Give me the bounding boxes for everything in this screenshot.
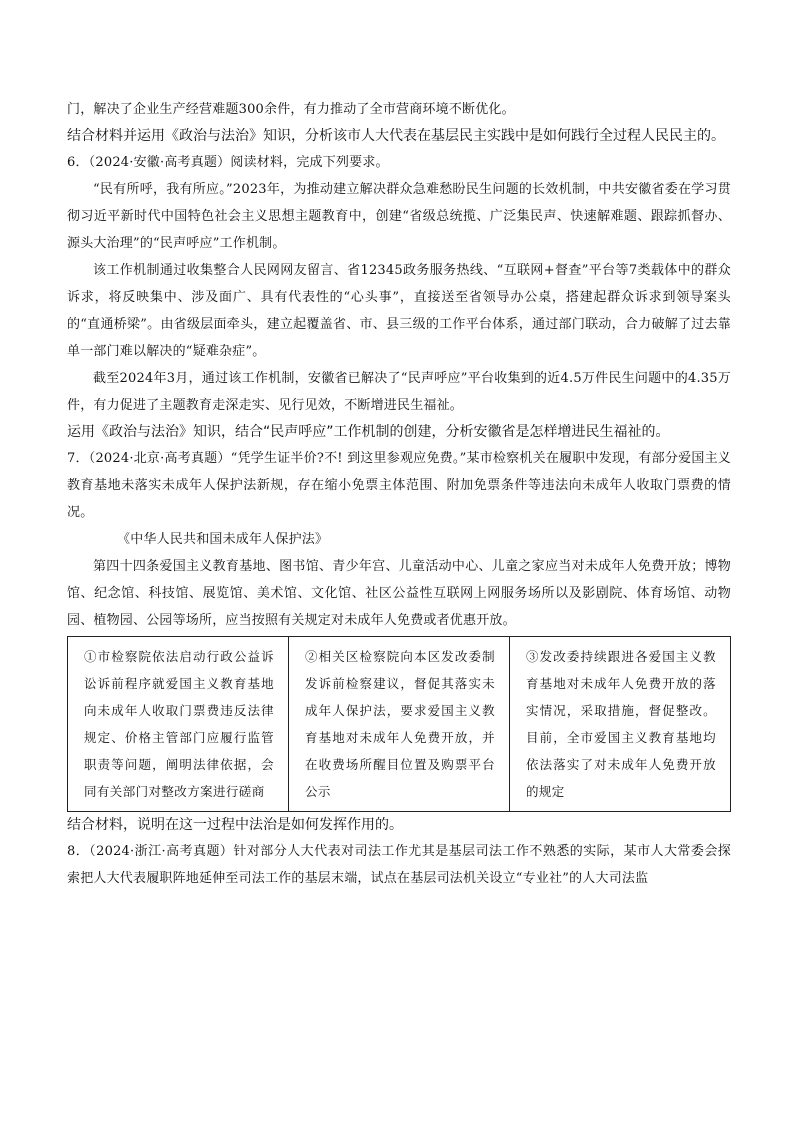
process-table [67,636,731,812]
question-7-prompt: 结合材料，说明在这一过程中法治是如何发挥作用的。 [67,817,403,833]
question-8-heading: 8．（2024·浙江·高考真题）针对部分人大代表对司法工作尤其是基层司法工作不熟悉的实际，某市人大常委会探索把人大代表履职阵地延伸至司法工作的基层末端，试点在基层司法机关设立“专业社”的人大司法监 [67,844,731,886]
question-6-material-3: 截至2024年3月，通过该工作机制，安徽省已解决了“民声呼应”平台收集到的近4.5万件民生问题中的4.35万件，有力促进了主题教育走深走实、见行见效，不断增进民生福祉。 [67,371,731,413]
table-cell-2: ②相关区检察院向本区发改委制发诉前检察建议，督促其落实未成年人保护法，要求爱国主义教育基地对未成年人免费开放，并在收费场所醒目位置及购票平台公示 [289,637,510,812]
question-7-heading: 7．（2024·北京·高考真题）“凭学生证半价?不! 到这里参观应免费。”某市检察机关在履职中发现，有部分爱国主义教育基地未落实未成年人保护法新规，存在缩小免票主体范围、附加免票条件等违法向未成年人收取门票费的情况。 [67,451,731,520]
law-article-44: 第四十四条爱国主义教育基地、图书馆、青少年宫、儿童活动中心、儿童之家应当对未成年人免费开放；博物馆、纪念馆、科技馆、展览馆、美术馆、文化馆、社区公益性互联网上网服务场所以及影剧院、体育场馆、动物园、植物园、公园等场所，应当按照有关规定对未成年人免费或者优惠开放。 [67,559,731,628]
table-row [68,637,731,812]
table-cell-3: ③发改委持续跟进各爱国主义教育基地对未成年人免费开放的落实情况，采取措施，督促整改。目前，全市爱国主义教育基地均依法落实了对未成年人免费开放的规定 [510,637,731,812]
continuation-paragraph: 门，解决了企业生产经营难题300余件，有力推动了全市营商环境不断优化。 [67,102,515,117]
table-cell-1: ①市检察院依法启动行政公益诉讼诉前程序就爱国主义教育基地向未成年人收取门票费违反法律规定、价格主管部门应履行监管职责等问题，阐明法律依据，会同有关部门对整改方案进行磋商 [68,637,289,812]
question-6-prompt: 运用《政治与法治》知识，结合“民声呼应”工作机制的创建，分析安徽省是怎样增进民生福祉的。 [67,424,670,440]
question-6-material-1: “民有所呼，我有所应。”2023年，为推动建立解决群众急难愁盼民生问题的长效机制，中共安徽省委在学习贯彻习近平新时代中国特色社会主义思想主题教育中，创建“省级总统揽、广泛集民声、快速解难题、跟踪抓督办、源头大治理”的“民声呼应”工作机制。 [67,182,731,251]
question-6-heading: 6．（2024·安徽·高考真题）阅读材料，完成下列要求。 [67,155,389,170]
question-6-material-2: 该工作机制通过收集整合人民网网友留言、省12345政务服务热线、“互联网+督查”平台等7类载体中的群众诉求，将反映集中、涉及面广、具有代表性的“心头事”，直接送至省领导办公桌，搭建起群众诉求到领导案头的“直通桥梁”。由省级层面牵头，建立起覆盖省、市、县三级的工作平台体系，通过部门联动，合力破解了过去靠单一部门难以解决的“疑难杂症”。 [67,263,731,359]
question-5-prompt: 结合材料并运用《政治与法治》知识，分析该市人大代表在基层民主实践中是如何践行全过程人民民主的。 [67,128,725,144]
law-title: 《中华人民共和国未成年人保护法》 [117,532,329,547]
document-page [67,96,731,892]
